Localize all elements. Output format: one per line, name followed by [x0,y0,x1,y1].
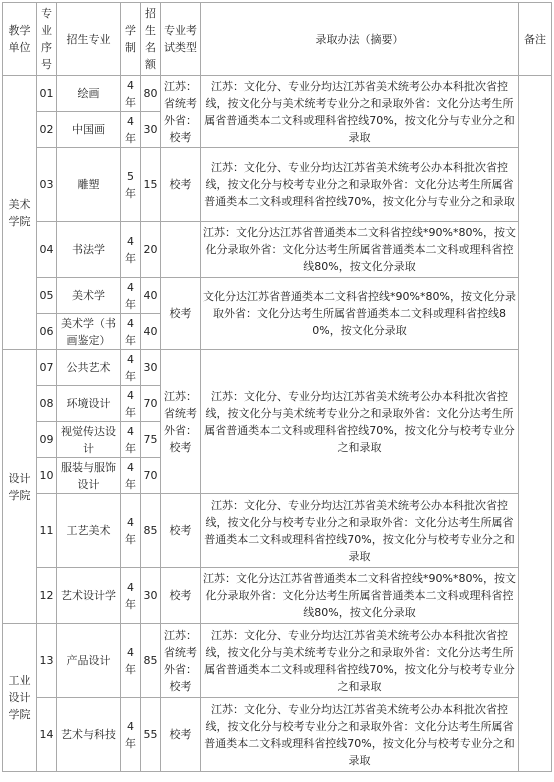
years-cell: 4年 [121,422,141,458]
exam-type-cell: 江苏：省统考外省：校考 [161,624,201,698]
quota-cell: 15 [141,148,161,222]
method-cell: 江苏：文化分、专业分均达江苏省美术统考公办本科批次省控线，按文化分与美术统考专业分之和录取外省：文化分达考生所属省普通类本二文科或理科省控线70%，按文化分与专业分之和录取 [201,76,519,148]
quota-cell: 85 [141,624,161,698]
table-header-row [3,3,552,76]
major-cell: 服装与服饰设计 [57,458,121,494]
seq-cell: 04 [37,222,57,278]
table-row [3,222,552,278]
exam-type-cell: 校考 [161,568,201,624]
header-method: 录取办法（摘要） [201,3,519,76]
quota-cell: 40 [141,314,161,350]
method-cell: 江苏：文化分、专业分均达江苏省美术统考公办本科批次省控线，按文化分与校考专业分之和录取外省：文化分达考生所属省普通类本二文科或理科省控线70%，按文化分与校考专业分之和录取 [201,698,519,772]
table-row [3,350,552,386]
years-cell: 4年 [121,698,141,772]
seq-cell: 02 [37,112,57,148]
years-cell: 4年 [121,350,141,386]
quota-cell: 30 [141,112,161,148]
method-cell: 江苏：文化分、专业分均达江苏省美术统考公办本科批次省控线，按文化分与校考专业分之和录取外省：文化分达考生所属省普通类本二文科或理科省控线70%，按文化分与专业分之和录取 [201,148,519,222]
header-college: 教学单位 [3,3,37,76]
method-cell: 江苏：文化分、专业分均达江苏省美术统考公办本科批次省控线，按文化分与美术统考专业分之和录取外省：文化分达考生所属省普通类本二文科或理科省控线70%，按文化分与校考专业分之和录取 [201,350,519,494]
exam-type-cell: 校考 [161,278,201,350]
seq-cell: 09 [37,422,57,458]
method-cell: 江苏：文化分、专业分均达江苏省美术统考公办本科批次省控线，按文化分与校考专业分之和录取外省：文化分达考生所属省普通类本二文科或理科省控线70%，按文化分与校考专业分之和录取 [201,494,519,568]
header-years: 学制 [121,3,141,76]
header-major: 招生专业 [57,3,121,76]
exam-type-cell: 校考 [161,494,201,568]
method-cell: 江苏：文化分达江苏省普通类本二文科省控线*90%*80%，按文化分录取外省：文化分达考生所属省普通类本二文科或理科省控线80%，按文化分录取 [201,568,519,624]
seq-cell: 10 [37,458,57,494]
method-cell: 江苏：文化分、专业分均达江苏省美术统考公办本科批次省控线，按文化分与美术统考专业分之和录取外省：文化分达考生所属省普通类本二文科或理科省控线70%，按文化分与校考专业分之和录取 [201,624,519,698]
exam-type-cell: 校考 [161,698,201,772]
major-cell: 书法学 [57,222,121,278]
seq-cell: 13 [37,624,57,698]
major-cell: 艺术与科技 [57,698,121,772]
major-cell: 美术学（书画鉴定） [57,314,121,350]
major-cell: 绘画 [57,76,121,112]
major-cell: 中国画 [57,112,121,148]
quota-cell: 75 [141,422,161,458]
quota-cell: 80 [141,76,161,112]
seq-cell: 06 [37,314,57,350]
major-cell: 产品设计 [57,624,121,698]
quota-cell: 70 [141,458,161,494]
years-cell: 4年 [121,222,141,278]
header-exam-type: 专业考试类型 [161,3,201,76]
exam-type-cell: 江苏：省统考外省：校考 [161,76,201,148]
quota-cell: 85 [141,494,161,568]
college-cell: 设计学院 [3,350,37,624]
quota-cell: 55 [141,698,161,772]
years-cell: 4年 [121,278,141,314]
years-cell: 4年 [121,314,141,350]
admissions-table-container [2,2,552,772]
seq-cell: 12 [37,568,57,624]
years-cell: 4年 [121,624,141,698]
method-cell: 江苏：文化分达江苏省普通类本二文科省控线*90%*80%，按文化分录取外省：文化分达考生所属省普通类本二文科或理科省控线80%，按文化分录取 [201,222,519,278]
exam-type-cell [161,222,201,278]
admissions-table [2,2,552,772]
college-cell: 工业设计学院 [3,624,37,772]
method-cell: 文化分达江苏省普通类本二文科省控线*90%*80%，按文化分录取外省：文化分达考生所属省普通类本二文科或理科省控线80%，按文化分录取 [201,278,519,350]
seq-cell: 08 [37,386,57,422]
table-row [3,278,552,314]
seq-cell: 01 [37,76,57,112]
quota-cell: 30 [141,568,161,624]
years-cell: 4年 [121,568,141,624]
college-cell: 美术学院 [3,76,37,350]
quota-cell: 30 [141,350,161,386]
seq-cell: 14 [37,698,57,772]
quota-cell: 40 [141,278,161,314]
quota-cell: 20 [141,222,161,278]
table-row [3,624,552,698]
years-cell: 4年 [121,112,141,148]
years-cell: 4年 [121,76,141,112]
table-row [3,148,552,222]
seq-cell: 11 [37,494,57,568]
major-cell: 视觉传达设计 [57,422,121,458]
header-remark: 备注 [519,3,552,76]
major-cell: 工艺美术 [57,494,121,568]
major-cell: 环境设计 [57,386,121,422]
seq-cell: 05 [37,278,57,314]
table-row [3,76,552,112]
table-row [3,568,552,624]
years-cell: 5年 [121,148,141,222]
major-cell: 雕塑 [57,148,121,222]
years-cell: 4年 [121,494,141,568]
years-cell: 4年 [121,386,141,422]
seq-cell: 03 [37,148,57,222]
seq-cell: 07 [37,350,57,386]
major-cell: 艺术设计学 [57,568,121,624]
major-cell: 公共艺术 [57,350,121,386]
table-row [3,494,552,568]
exam-type-cell: 校考 [161,148,201,222]
major-cell: 美术学 [57,278,121,314]
remark-cell [519,76,552,772]
quota-cell: 70 [141,386,161,422]
header-seq: 专业序号 [37,3,57,76]
table-row [3,698,552,772]
header-quota: 招生名额 [141,3,161,76]
exam-type-cell: 江苏：省统考外省：校考 [161,350,201,494]
years-cell: 4年 [121,458,141,494]
